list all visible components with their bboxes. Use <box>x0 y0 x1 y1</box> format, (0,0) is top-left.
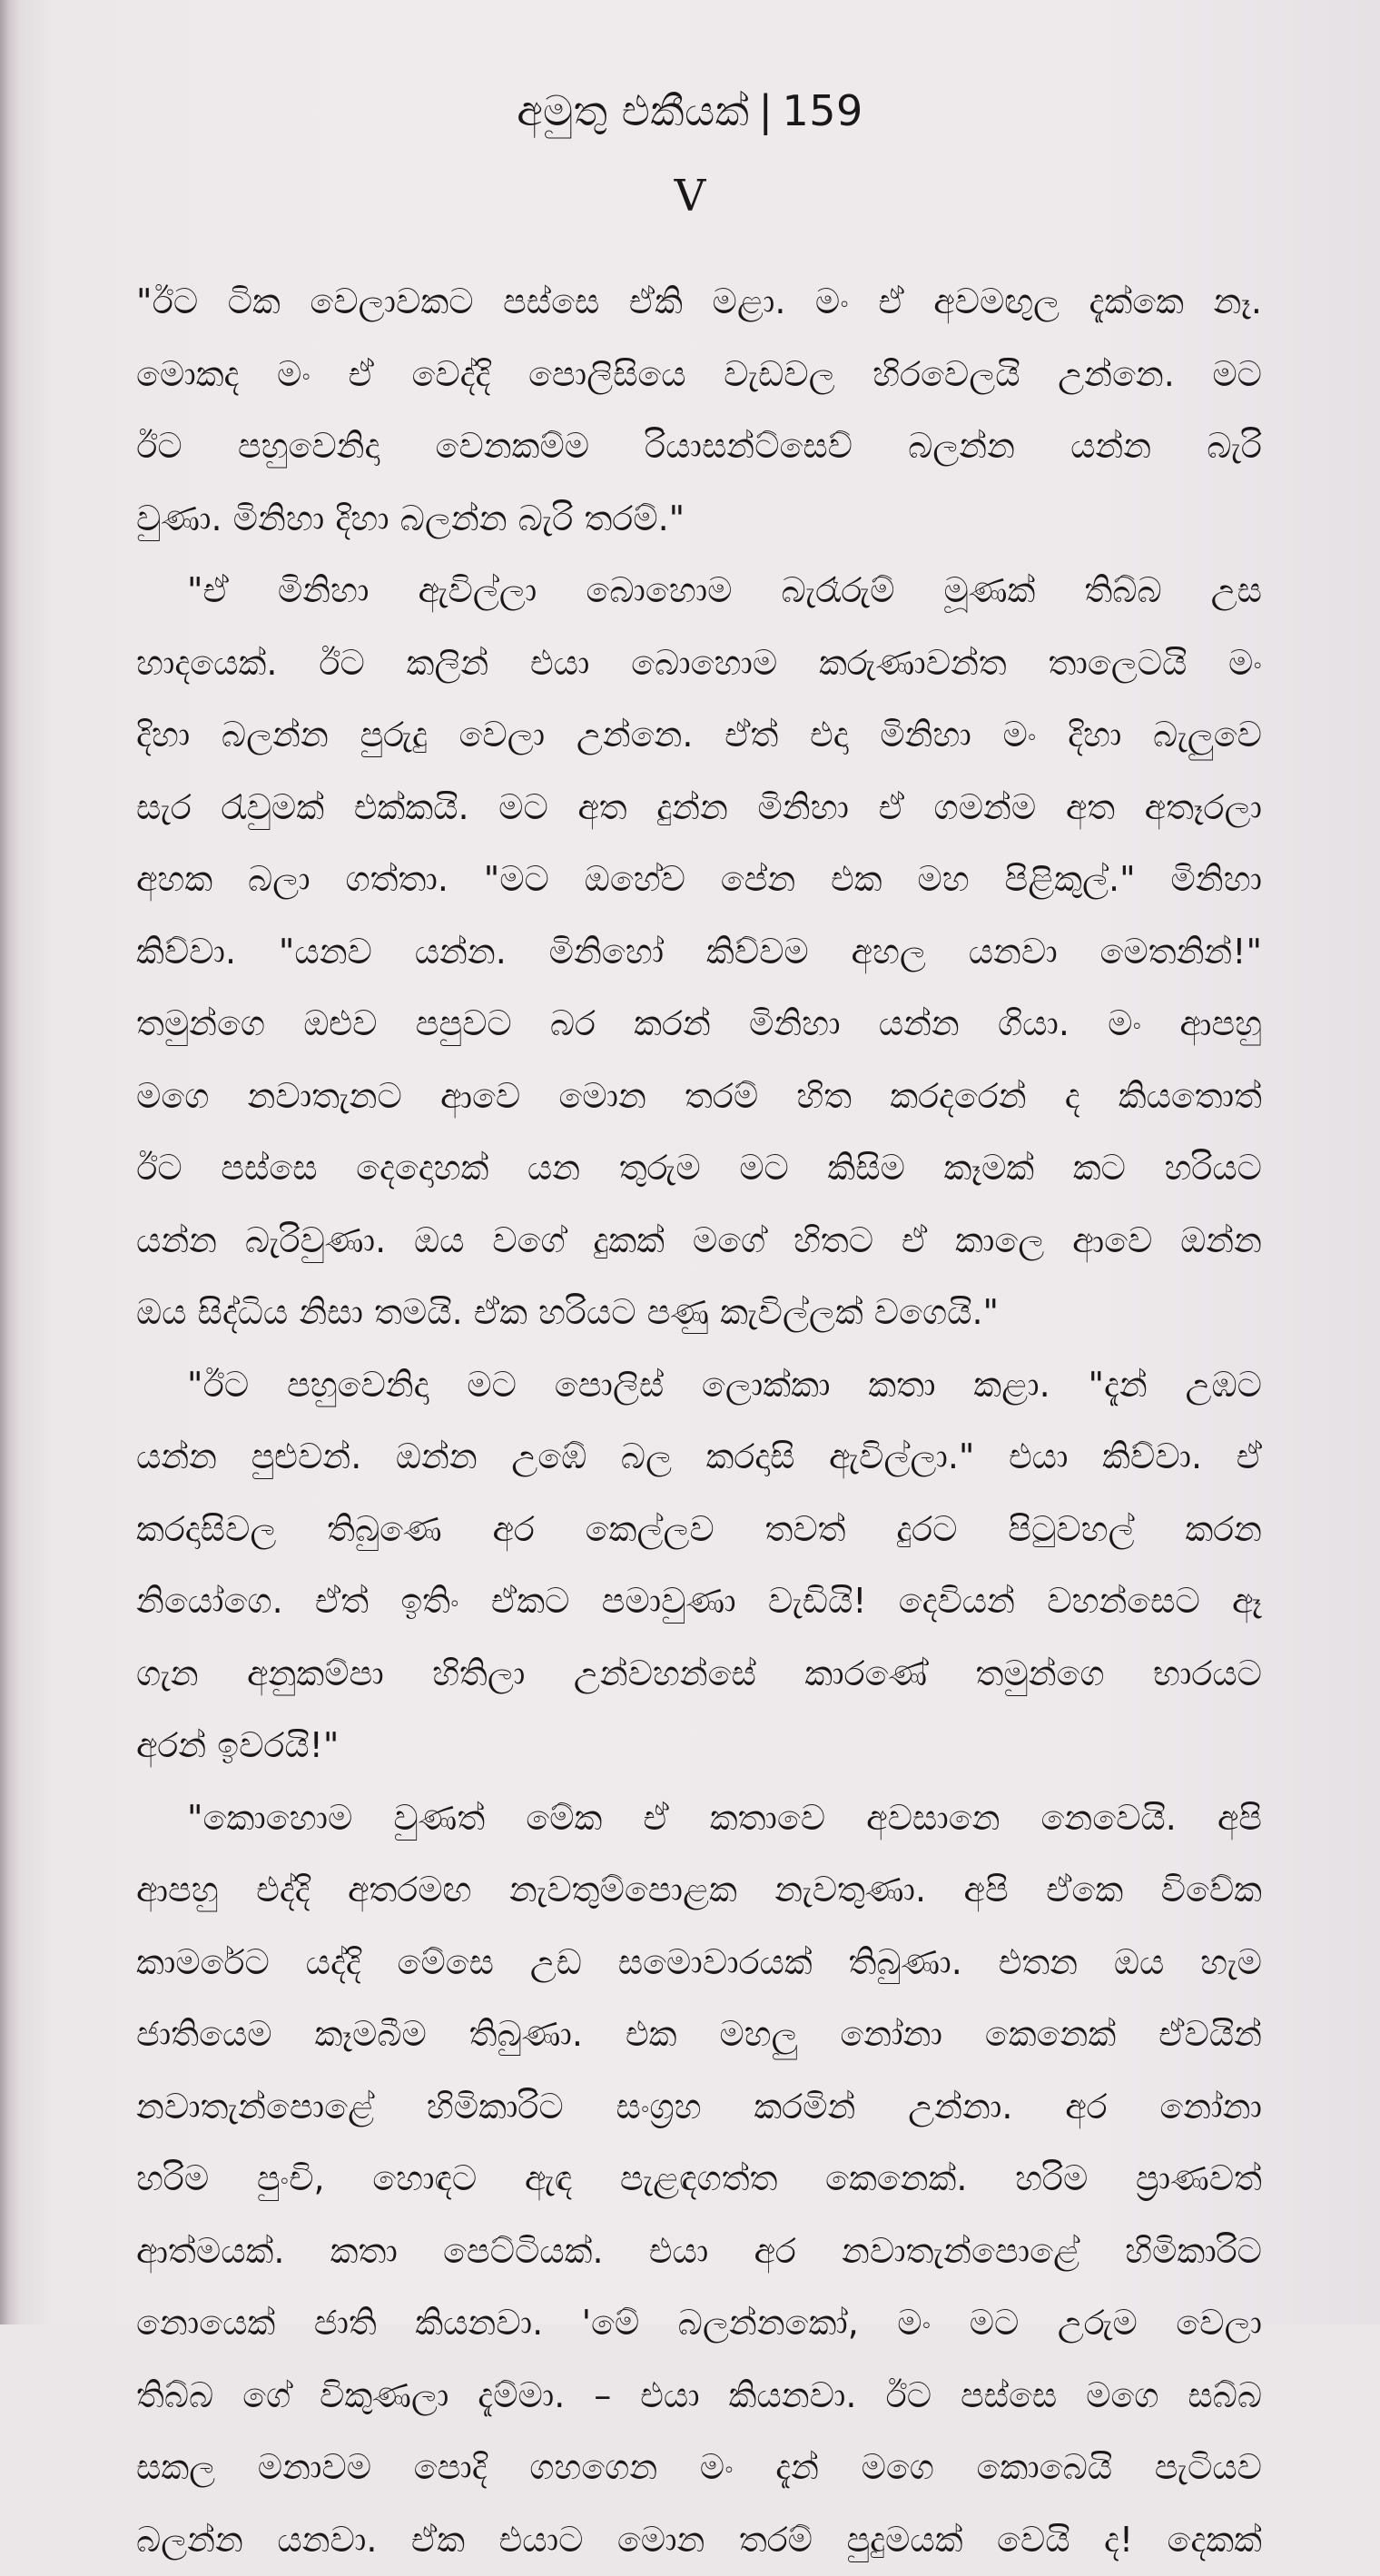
page-number: 159 <box>783 86 863 135</box>
text-line: බලන්න යනවා. ඒක එයාට මොන තරම් පුදුමයක් වෙයි ද! දෙකක් <box>136 2504 1262 2576</box>
text-line: සැර රැවුමක් එක්කයි. මට අත දුන්න මිනිහා ඒ ගමන්ම අත අතෑරලා <box>136 772 1262 844</box>
text-line: නවාතැන්පොළේ හිමිකාරිට සංග්‍රහ කරමින් උන්නා. අර නෝනා <box>136 2071 1262 2144</box>
text-line: කාමරේට යද්දි මේසෙ උඩ සමොවාරයක් තිබුණා. එතන ඔය හැම <box>136 1927 1262 1999</box>
text-line: තිබ්බ ගේ විකුණලා දැම්මා. – එයා කියනවා. ඊට පස්සෙ මගෙ සබ්බ <box>136 2360 1262 2433</box>
body-text <box>136 266 1262 2576</box>
text-line: ජාතියෙම කෑමබීම තිබුණා. එක මහලු නෝනා කෙනෙක් ඒවයින් <box>136 1999 1262 2071</box>
text-line: "ඊට පහුවෙනිදා මට පොලිස් ලොක්කා කතා කළා. "දැන් උඹට <box>136 1349 1262 1422</box>
text-line: දිහා බලන්න පුරුදු වෙලා උන්නෙ. ඒත් එදා මිනිහා මං දිහා බැලුවෙ <box>136 699 1262 772</box>
text-line: ආත්මයක්. කතා පෙට්ටියක්. එයා අර නවාතැන්පොළේ හිමිකාරිට <box>136 2216 1262 2288</box>
text-line: මගෙ නවාතැනට ආවෙ මොන තරම් හිත කරදරෙන් ද කියතොත් <box>136 1061 1262 1133</box>
paragraph <box>136 555 1262 1349</box>
text-line: හරිම පුංචි, හොඳට ඇඳ පැළඳගත්ත කෙනෙක්. හරිම ප්‍රාණවත් <box>136 2143 1262 2216</box>
text-line: නියෝගෙ. ඒත් ඉතිං ඒකට පමාවුණා වැඩියි! දෙවියන් වහන්සෙට ඈ <box>136 1565 1262 1638</box>
text-line: අහක බලා ගත්තා. "මට ඔහේව පේන එක මහ පිළිකුල්." මිනිහා <box>136 844 1262 916</box>
text-line: සකල මනාවම පොදි ගහගෙන මං දැන් මගෙ කොබෙයි පැටියව <box>136 2432 1262 2504</box>
text-line: අරන් ඉවරයි!" <box>136 1710 1262 1782</box>
text-line: ආපහු එද්දි අතරමඟ නැවතුම්පොළක නැවතුණා. අපි ඒකෙ විවේක <box>136 1854 1262 1927</box>
paragraph <box>136 1349 1262 1782</box>
text-line: "කොහොම වුණත් මේක ඒ කතාවෙ අවසානෙ නෙවෙයි. අපි <box>136 1782 1262 1855</box>
text-line: හාදයෙක්. ඊට කලින් එයා බොහොම කරුණාවන්ත තාලෙටයි මං <box>136 627 1262 700</box>
running-header <box>0 84 1380 138</box>
text-line: "ඒ මිනිහා ඇවිල්ලා බොහොම බැරෑරුම් මූණක් තිබ්බ උස <box>136 555 1262 627</box>
book-title: අමුතු එකීයක් <box>517 86 749 135</box>
text-line: වුණා. මිනිහා දිහා බලන්න බැරි තරම්." <box>136 483 1262 556</box>
text-line: ඊට පහුවෙනිදා වෙනකම්ම රියාසන්ට්සෙව් බලන්න යන්න බැරි <box>136 410 1262 483</box>
paragraph <box>136 1782 1262 2576</box>
text-line: ඔය සිද්ධිය නිසා තමයි. ඒක හරියට පණු කැවිල්ලක් වගෙයි." <box>136 1277 1262 1349</box>
text-line: යන්න බැරිවුණා. ඔය වගේ දුකක් මගේ හිතට ඒ කාලෙ ආවෙ ඔන්න <box>136 1205 1262 1278</box>
text-line: ඊට පස්සෙ දෙදොහක් යන තුරුම මට කිසිම කෑමක් කට හරියට <box>136 1132 1262 1205</box>
header-separator: | <box>759 84 774 138</box>
text-line: කරදාසිවල තිබුණෙ අර කෙල්ලව තවත් දුරට පිටුවහල් කරන <box>136 1494 1262 1566</box>
text-line: තමුන්ගෙ ඔළුව පපුවට බර කරන් මිනිහා යන්න ගියා. මං ආපහු <box>136 988 1262 1061</box>
text-line: "ඊට ටික වෙලාවකට පස්සෙ ඒකි මළා. මං ඒ අවමඟුල දැක්කෙ නෑ. <box>136 266 1262 339</box>
page-spine-shadow <box>0 0 20 2324</box>
text-line: නොයෙක් ජාති කියනවා. 'මේ බලන්නකෝ, මං මට උරුම වෙලා <box>136 2287 1262 2360</box>
paragraph <box>136 266 1262 555</box>
text-line: ගැන අනුකම්පා හිතිලා උන්වහන්සේ කාරණේ තමුන්ගෙ භාරයට <box>136 1638 1262 1711</box>
chapter-number: V <box>0 169 1380 223</box>
text-line: කිව්වා. "යනව යන්න. මිනිහෝ කිව්වම අහල යනවා මෙතනින්!" <box>136 916 1262 989</box>
text-line: යන්න පුළුවන්. ඔන්න උඹේ බල කරදාසි ඇවිල්ලා." එයා කිව්වා. ඒ <box>136 1421 1262 1494</box>
text-line: මොකද මං ඒ වෙද්දි පොලිසියෙ වැඩවල හිරවෙලයි උන්නෙ. මට <box>136 339 1262 411</box>
